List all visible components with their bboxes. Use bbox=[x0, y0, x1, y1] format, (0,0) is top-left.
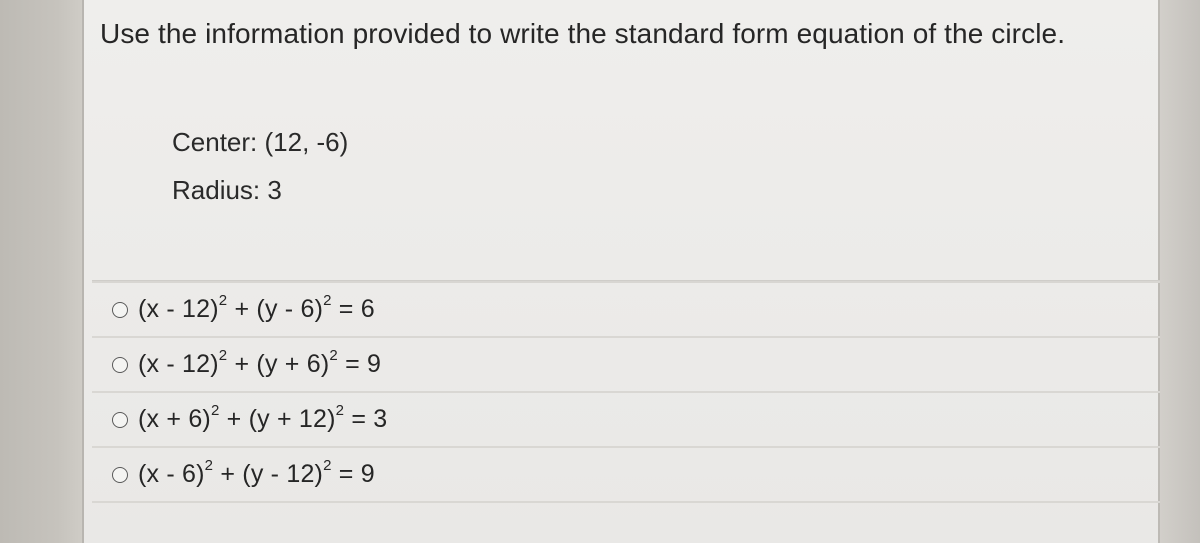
radio-button-icon[interactable] bbox=[112, 357, 128, 373]
radio-button-icon[interactable] bbox=[112, 412, 128, 428]
radio-button-icon[interactable] bbox=[112, 467, 128, 483]
right-background bbox=[1160, 0, 1200, 543]
option-equation: $(x + 6)^2 + (y + 12)^2 = 3$ bbox=[138, 402, 388, 433]
answer-options bbox=[92, 280, 1160, 503]
radius-info: Radius: 3 bbox=[172, 175, 282, 205]
option-equation: (x - 12)$^2$ + (y - 6)$^2$ = 6 bbox=[138, 292, 375, 323]
answer-option-1[interactable] bbox=[92, 283, 1160, 338]
question-prompt: Use the information provided to write the standard form equation of the circle. bbox=[100, 18, 1066, 49]
answer-option-2[interactable] bbox=[92, 338, 1160, 393]
left-background bbox=[0, 0, 82, 543]
option-equation: (x - 6)$^2$ + (y - 12)$^2$ = 9 bbox=[138, 457, 375, 488]
answer-option-4[interactable] bbox=[92, 448, 1160, 503]
radio-button-icon[interactable] bbox=[112, 302, 128, 318]
option-equation: $(x - 12)^2 + (y + 6)^2 = 9$ bbox=[138, 347, 382, 378]
center-info: Center: (12, -6) bbox=[172, 127, 349, 157]
question-panel bbox=[82, 0, 1160, 543]
answer-option-3[interactable] bbox=[92, 393, 1160, 448]
